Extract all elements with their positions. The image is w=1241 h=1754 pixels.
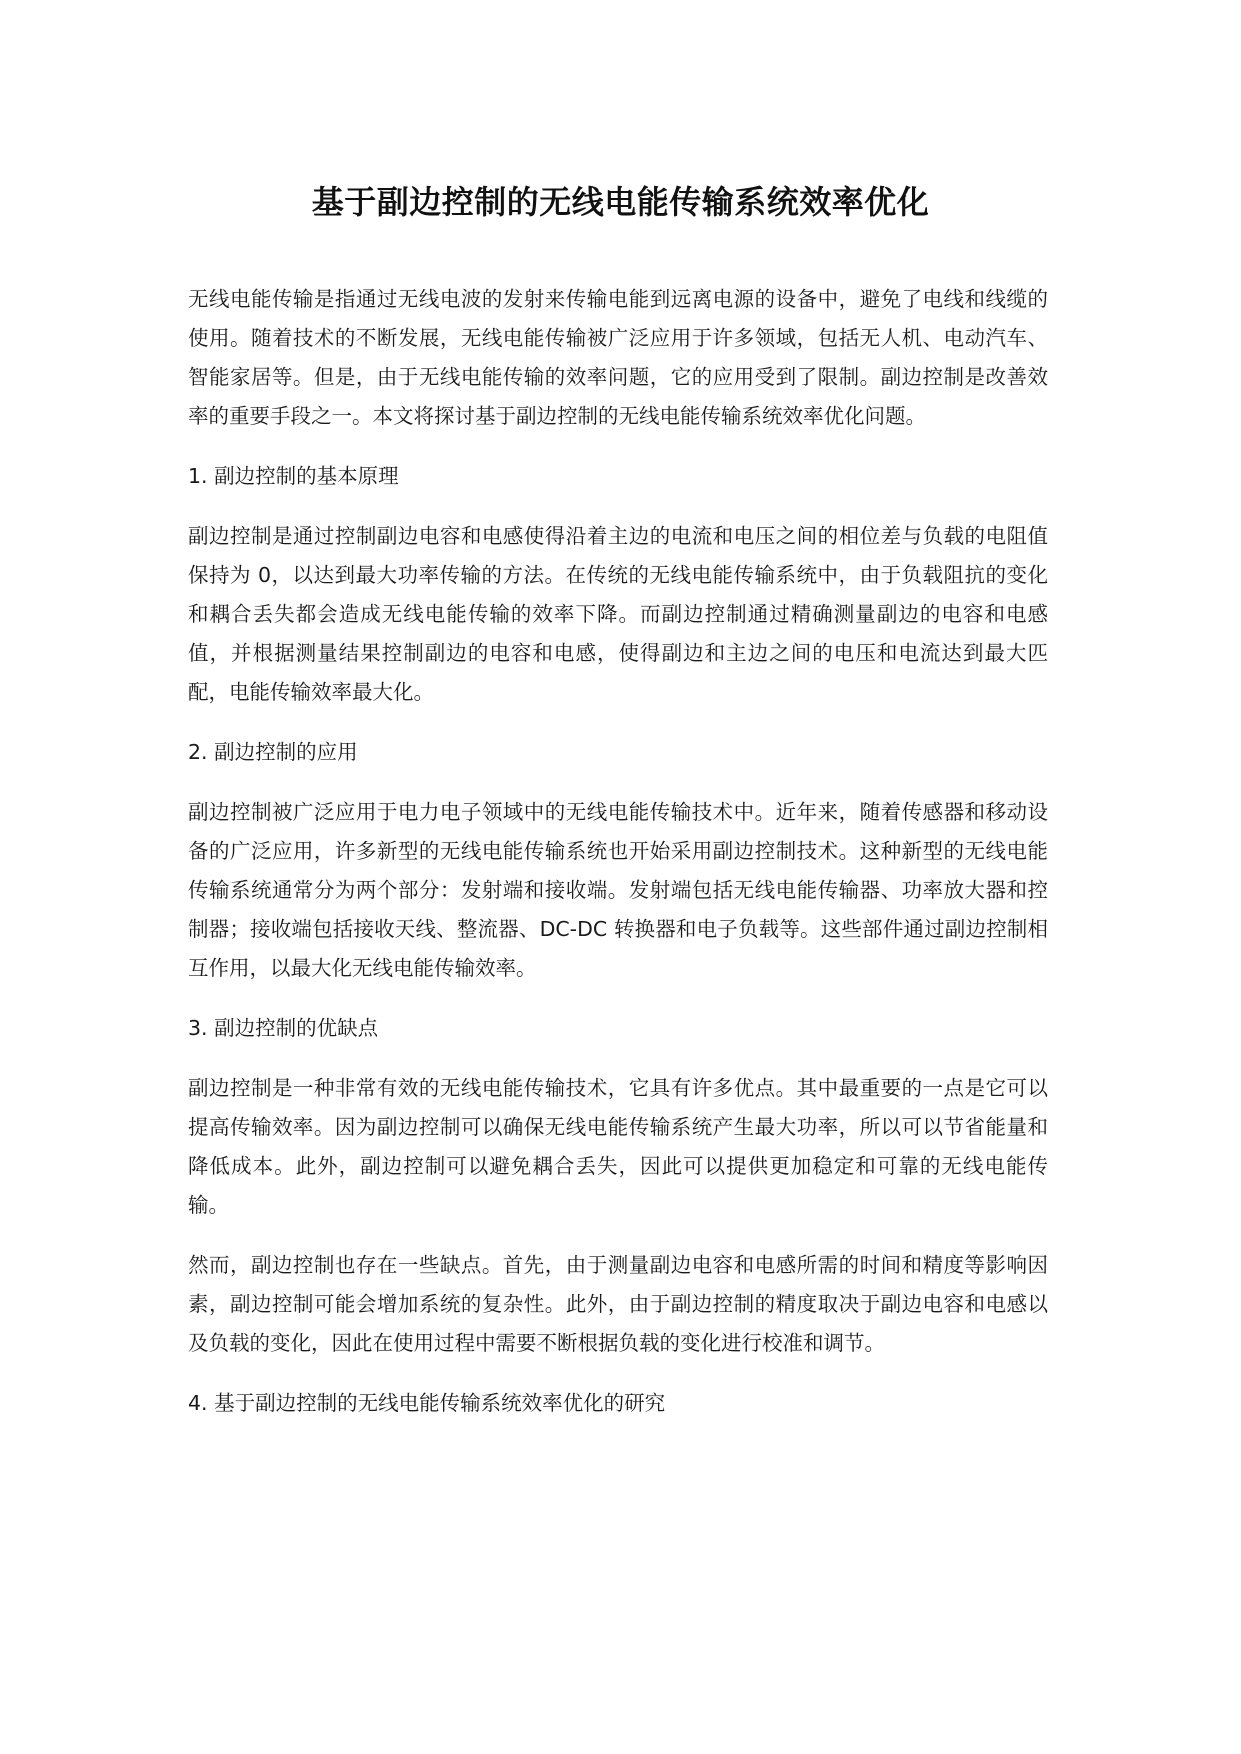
document-body: [188, 280, 1048, 1444]
section-1-heading: 1. 副边控制的基本原理: [188, 464, 399, 488]
section-3-heading: 3. 副边控制的优缺点: [188, 1016, 379, 1040]
section-3-paragraph-advantages: 副边控制是一种非常有效的无线电能传输技术，它具有许多优点。其中最重要的一点是它可以提高传输效率。因为副边控制可以确保无线电能传输系统产生最大功率，所以可以节省能量和降低成本。此外，副边控制可以避免耦合丢失，因此可以提供更加稳定和可靠的无线电能传输。: [188, 1076, 1048, 1217]
section-4-heading: 4. 基于副边控制的无线电能传输系统效率优化的研究: [188, 1391, 666, 1415]
intro-paragraph: 无线电能传输是指通过无线电波的发射来传输电能到远离电源的设备中，避免了电线和线缆的使用。随着技术的不断发展，无线电能传输被广泛应用于许多领域，包括无人机、电动汽车、智能家居等。但是，由于无线电能传输的效率问题，它的应用受到了限制。副边控制是改善效率的重要手段之一。本文将探讨基于副边控制的无线电能传输系统效率优化问题。: [188, 287, 1048, 428]
section-1-paragraph: 副边控制是通过控制副边电容和电感使得沿着主边的电流和电压之间的相位差与负载的电阻值保持为 0，以达到最大功率传输的方法。在传统的无线电能传输系统中，由于负载阻抗的变化和耦合丢失都会造成无线电能传输的效率下降。而副边控制通过精确测量副边的电容和电感值，并根据测量结果控制副边的电容和电感，使得副边和主边之间的电压和电流达到最大匹配，电能传输效率最大化。: [188, 524, 1048, 704]
document-title: 基于副边控制的无线电能传输系统效率优化: [311, 183, 930, 221]
section-2-paragraph: 副边控制被广泛应用于电力电子领域中的无线电能传输技术中。近年来，随着传感器和移动设备的广泛应用，许多新型的无线电能传输系统也开始采用副边控制技术。这种新型的无线电能传输系统通常分为两个部分：发射端和接收端。发射端包括无线电能传输器、功率放大器和控制器；接收端包括接收天线、整流器、DC-DC 转换器和电子负载等。这些部件通过副边控制相互作用，以最大化无线电能传输效率。: [188, 800, 1048, 980]
section-3-paragraph-disadvantages: 然而，副边控制也存在一些缺点。首先，由于测量副边电容和电感所需的时间和精度等影响因素，副边控制可能会增加系统的复杂性。此外，由于副边控制的精度取决于副边电容和电感以及负载的变化，因此在使用过程中需要不断根据负载的变化进行校准和调节。: [188, 1253, 1048, 1355]
section-2-heading: 2. 副边控制的应用: [188, 740, 358, 764]
